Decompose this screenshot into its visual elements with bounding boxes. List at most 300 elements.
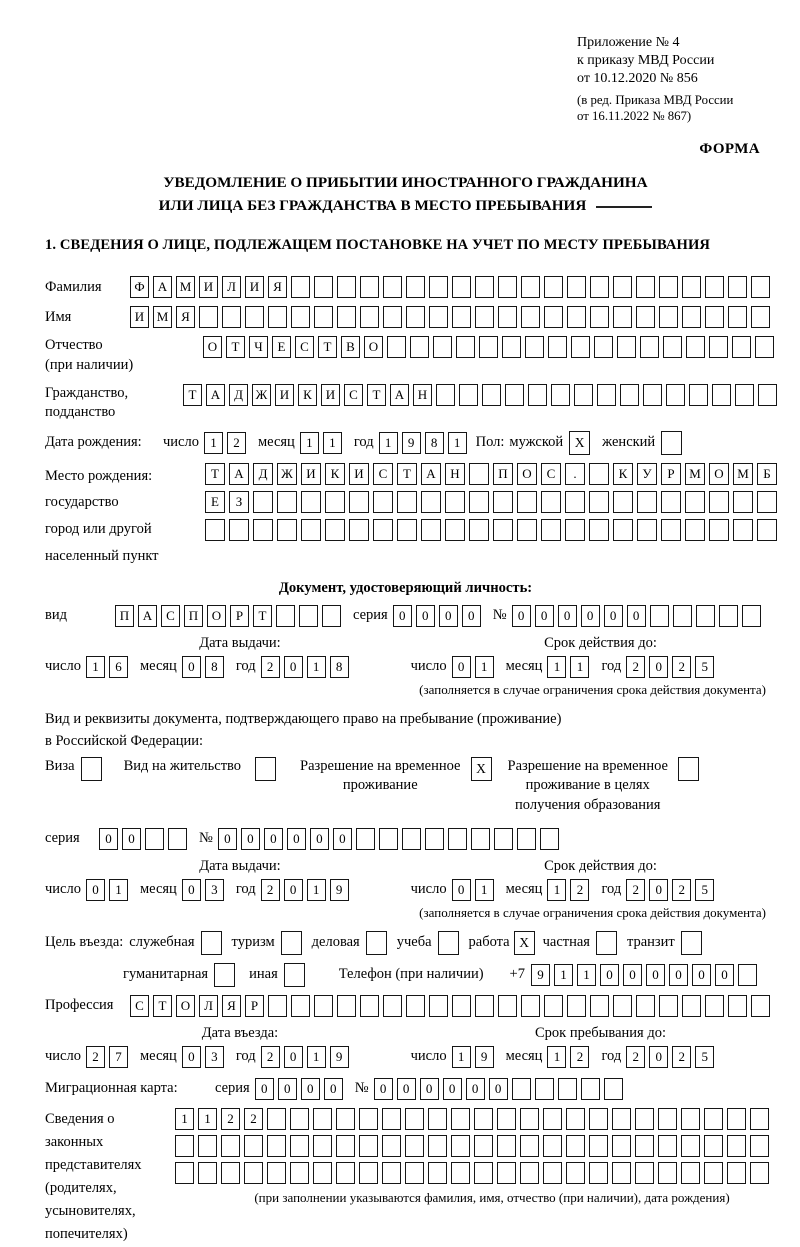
char-cell[interactable] <box>456 336 475 358</box>
char-cell[interactable] <box>505 384 524 406</box>
char-cell[interactable]: С <box>161 605 180 627</box>
char-cell[interactable] <box>541 491 561 513</box>
char-cell[interactable] <box>373 491 393 513</box>
char-cell[interactable] <box>590 306 609 328</box>
char-cell[interactable]: 0 <box>333 828 352 850</box>
char-cell[interactable] <box>565 491 585 513</box>
char-cell[interactable]: 0 <box>278 1078 297 1100</box>
char-cell[interactable]: К <box>298 384 317 406</box>
char-cell[interactable]: 0 <box>241 828 260 850</box>
char-cell[interactable] <box>276 605 295 627</box>
char-cell[interactable] <box>704 1162 723 1184</box>
char-cell[interactable] <box>244 1135 263 1157</box>
char-cell[interactable]: 0 <box>623 964 642 986</box>
char-cell[interactable]: 0 <box>600 964 619 986</box>
checkbox-purpose-humanitarian[interactable] <box>214 963 235 987</box>
char-cell[interactable]: У <box>637 463 657 485</box>
char-cell[interactable] <box>493 519 513 541</box>
char-cell[interactable] <box>359 1162 378 1184</box>
char-cell[interactable]: 5 <box>695 1046 714 1068</box>
char-cell[interactable] <box>637 519 657 541</box>
char-cell[interactable] <box>661 519 681 541</box>
char-cell[interactable] <box>452 306 471 328</box>
char-cell[interactable] <box>566 1162 585 1184</box>
char-cell[interactable] <box>349 491 369 513</box>
char-cell[interactable] <box>475 995 494 1017</box>
char-cell[interactable] <box>650 605 669 627</box>
char-cell[interactable] <box>497 1135 516 1157</box>
char-cell[interactable] <box>659 995 678 1017</box>
char-cell[interactable]: 0 <box>255 1078 274 1100</box>
char-cell[interactable] <box>544 995 563 1017</box>
char-cell[interactable] <box>406 306 425 328</box>
char-cell[interactable]: 0 <box>324 1078 343 1100</box>
char-cell[interactable]: Ф <box>130 276 149 298</box>
char-cell[interactable]: 1 <box>547 656 566 678</box>
char-cell[interactable]: 0 <box>374 1078 393 1100</box>
char-cell[interactable] <box>612 1162 631 1184</box>
char-cell[interactable] <box>643 384 662 406</box>
char-cell[interactable] <box>429 306 448 328</box>
char-cell[interactable]: М <box>733 463 753 485</box>
char-cell[interactable]: 0 <box>287 828 306 850</box>
char-cell[interactable] <box>337 306 356 328</box>
char-cell[interactable] <box>299 605 318 627</box>
char-cell[interactable] <box>175 1162 194 1184</box>
char-cell[interactable] <box>728 995 747 1017</box>
char-cell[interactable] <box>359 1135 378 1157</box>
char-cell[interactable]: О <box>517 463 537 485</box>
char-cell[interactable] <box>198 1162 217 1184</box>
char-cell[interactable] <box>727 1108 746 1130</box>
char-cell[interactable] <box>325 519 345 541</box>
char-cell[interactable]: 0 <box>462 605 481 627</box>
char-cell[interactable] <box>301 519 321 541</box>
char-cell[interactable] <box>452 995 471 1017</box>
char-cell[interactable] <box>520 1108 539 1130</box>
char-cell[interactable] <box>336 1162 355 1184</box>
char-cell[interactable] <box>735 384 754 406</box>
char-cell[interactable] <box>168 828 187 850</box>
char-cell[interactable] <box>574 384 593 406</box>
char-cell[interactable] <box>635 1135 654 1157</box>
char-cell[interactable]: 0 <box>604 605 623 627</box>
char-cell[interactable] <box>704 1108 723 1130</box>
checkbox-purpose-other[interactable] <box>284 963 305 987</box>
char-cell[interactable]: 0 <box>218 828 237 850</box>
char-cell[interactable]: 1 <box>307 1046 326 1068</box>
char-cell[interactable] <box>728 306 747 328</box>
char-cell[interactable]: Т <box>318 336 337 358</box>
char-cell[interactable] <box>525 336 544 358</box>
char-cell[interactable] <box>383 306 402 328</box>
char-cell[interactable] <box>268 995 287 1017</box>
char-cell[interactable]: Я <box>222 995 241 1017</box>
char-cell[interactable] <box>360 995 379 1017</box>
char-cell[interactable] <box>221 1135 240 1157</box>
char-cell[interactable] <box>406 276 425 298</box>
char-cell[interactable] <box>590 276 609 298</box>
checkbox-purpose-work[interactable]: X <box>514 931 535 955</box>
char-cell[interactable]: 9 <box>330 1046 349 1068</box>
char-cell[interactable]: 6 <box>109 656 128 678</box>
char-cell[interactable] <box>322 605 341 627</box>
char-cell[interactable]: 2 <box>261 1046 280 1068</box>
char-cell[interactable] <box>705 306 724 328</box>
char-cell[interactable]: 2 <box>244 1108 263 1130</box>
char-cell[interactable] <box>291 306 310 328</box>
char-cell[interactable] <box>253 519 273 541</box>
char-cell[interactable]: 0 <box>301 1078 320 1100</box>
char-cell[interactable] <box>221 1162 240 1184</box>
char-cell[interactable]: 0 <box>182 656 201 678</box>
char-cell[interactable] <box>359 1108 378 1130</box>
char-cell[interactable] <box>738 964 757 986</box>
char-cell[interactable] <box>705 276 724 298</box>
char-cell[interactable] <box>451 1108 470 1130</box>
char-cell[interactable] <box>474 1135 493 1157</box>
char-cell[interactable] <box>290 1135 309 1157</box>
char-cell[interactable] <box>686 336 705 358</box>
char-cell[interactable] <box>336 1108 355 1130</box>
char-cell[interactable] <box>727 1162 746 1184</box>
char-cell[interactable] <box>540 828 559 850</box>
char-cell[interactable]: 0 <box>310 828 329 850</box>
char-cell[interactable] <box>428 1108 447 1130</box>
char-cell[interactable] <box>428 1135 447 1157</box>
char-cell[interactable]: П <box>493 463 513 485</box>
char-cell[interactable]: 2 <box>626 1046 645 1068</box>
char-cell[interactable] <box>613 306 632 328</box>
char-cell[interactable] <box>742 605 761 627</box>
char-cell[interactable] <box>479 336 498 358</box>
char-cell[interactable]: С <box>344 384 363 406</box>
char-cell[interactable] <box>277 491 297 513</box>
char-cell[interactable] <box>475 306 494 328</box>
char-cell[interactable] <box>604 1078 623 1100</box>
char-cell[interactable] <box>617 336 636 358</box>
char-cell[interactable] <box>589 1108 608 1130</box>
char-cell[interactable] <box>696 605 715 627</box>
char-cell[interactable]: Я <box>176 306 195 328</box>
char-cell[interactable] <box>751 995 770 1017</box>
char-cell[interactable] <box>732 336 751 358</box>
char-cell[interactable] <box>313 1135 332 1157</box>
char-cell[interactable] <box>612 1135 631 1157</box>
char-cell[interactable] <box>751 306 770 328</box>
char-cell[interactable]: 0 <box>452 879 471 901</box>
char-cell[interactable] <box>581 1078 600 1100</box>
char-cell[interactable] <box>360 306 379 328</box>
char-cell[interactable] <box>314 276 333 298</box>
checkbox-temp-residence-education[interactable] <box>678 757 699 781</box>
char-cell[interactable]: 2 <box>570 879 589 901</box>
char-cell[interactable]: А <box>206 384 225 406</box>
char-cell[interactable] <box>498 995 517 1017</box>
char-cell[interactable]: П <box>184 605 203 627</box>
char-cell[interactable] <box>360 276 379 298</box>
char-cell[interactable] <box>757 519 777 541</box>
char-cell[interactable]: 0 <box>416 605 435 627</box>
char-cell[interactable]: Т <box>183 384 202 406</box>
char-cell[interactable]: 1 <box>307 879 326 901</box>
char-cell[interactable] <box>755 336 774 358</box>
char-cell[interactable] <box>709 519 729 541</box>
char-cell[interactable] <box>313 1108 332 1130</box>
char-cell[interactable]: 0 <box>86 879 105 901</box>
checkbox-sex-male[interactable]: X <box>569 431 590 455</box>
char-cell[interactable] <box>666 384 685 406</box>
char-cell[interactable] <box>728 276 747 298</box>
checkbox-purpose-official[interactable] <box>201 931 222 955</box>
char-cell[interactable] <box>750 1108 769 1130</box>
char-cell[interactable] <box>421 519 441 541</box>
char-cell[interactable] <box>445 519 465 541</box>
char-cell[interactable]: 1 <box>577 964 596 986</box>
checkbox-residence-permit[interactable] <box>255 757 276 781</box>
char-cell[interactable] <box>597 384 616 406</box>
char-cell[interactable] <box>543 1108 562 1130</box>
checkbox-purpose-private[interactable] <box>596 931 617 955</box>
char-cell[interactable] <box>543 1135 562 1157</box>
char-cell[interactable] <box>520 1135 539 1157</box>
char-cell[interactable] <box>199 306 218 328</box>
char-cell[interactable] <box>267 1108 286 1130</box>
char-cell[interactable]: 9 <box>402 432 421 454</box>
char-cell[interactable] <box>558 1078 577 1100</box>
char-cell[interactable]: 5 <box>695 656 714 678</box>
char-cell[interactable] <box>474 1108 493 1130</box>
char-cell[interactable] <box>494 828 513 850</box>
char-cell[interactable] <box>590 995 609 1017</box>
char-cell[interactable] <box>635 1162 654 1184</box>
char-cell[interactable] <box>349 519 369 541</box>
char-cell[interactable] <box>475 276 494 298</box>
char-cell[interactable] <box>565 519 585 541</box>
char-cell[interactable] <box>544 276 563 298</box>
char-cell[interactable]: С <box>295 336 314 358</box>
char-cell[interactable] <box>205 519 225 541</box>
char-cell[interactable] <box>682 276 701 298</box>
char-cell[interactable] <box>636 276 655 298</box>
char-cell[interactable] <box>314 995 333 1017</box>
checkbox-visa[interactable] <box>81 757 102 781</box>
char-cell[interactable]: 2 <box>261 656 280 678</box>
char-cell[interactable] <box>445 491 465 513</box>
char-cell[interactable] <box>406 995 425 1017</box>
char-cell[interactable]: 0 <box>581 605 600 627</box>
char-cell[interactable]: 0 <box>646 964 665 986</box>
char-cell[interactable]: 8 <box>205 656 224 678</box>
char-cell[interactable] <box>405 1135 424 1157</box>
char-cell[interactable] <box>397 491 417 513</box>
char-cell[interactable] <box>635 1108 654 1130</box>
char-cell[interactable]: 1 <box>300 432 319 454</box>
char-cell[interactable] <box>589 491 609 513</box>
char-cell[interactable]: С <box>373 463 393 485</box>
char-cell[interactable] <box>145 828 164 850</box>
char-cell[interactable]: Б <box>757 463 777 485</box>
checkbox-temp-residence[interactable]: X <box>471 757 492 781</box>
char-cell[interactable] <box>661 491 681 513</box>
char-cell[interactable]: А <box>421 463 441 485</box>
char-cell[interactable]: 0 <box>558 605 577 627</box>
checkbox-purpose-transit[interactable] <box>681 931 702 955</box>
char-cell[interactable] <box>436 384 455 406</box>
char-cell[interactable]: Я <box>268 276 287 298</box>
char-cell[interactable]: Ж <box>252 384 271 406</box>
char-cell[interactable] <box>521 306 540 328</box>
char-cell[interactable]: 1 <box>204 432 223 454</box>
char-cell[interactable] <box>566 1108 585 1130</box>
char-cell[interactable]: И <box>245 276 264 298</box>
char-cell[interactable] <box>566 1135 585 1157</box>
char-cell[interactable]: О <box>207 605 226 627</box>
char-cell[interactable] <box>337 995 356 1017</box>
char-cell[interactable] <box>750 1135 769 1157</box>
char-cell[interactable] <box>733 491 753 513</box>
char-cell[interactable] <box>222 306 241 328</box>
char-cell[interactable]: 1 <box>475 879 494 901</box>
char-cell[interactable] <box>682 306 701 328</box>
char-cell[interactable] <box>421 491 441 513</box>
char-cell[interactable] <box>336 1135 355 1157</box>
char-cell[interactable] <box>502 336 521 358</box>
char-cell[interactable]: А <box>138 605 157 627</box>
char-cell[interactable] <box>544 306 563 328</box>
char-cell[interactable]: М <box>685 463 705 485</box>
char-cell[interactable] <box>594 336 613 358</box>
char-cell[interactable] <box>448 828 467 850</box>
char-cell[interactable]: 0 <box>466 1078 485 1100</box>
char-cell[interactable] <box>229 519 249 541</box>
char-cell[interactable] <box>397 519 417 541</box>
char-cell[interactable]: Т <box>226 336 245 358</box>
char-cell[interactable]: 2 <box>570 1046 589 1068</box>
char-cell[interactable]: 1 <box>547 1046 566 1068</box>
char-cell[interactable]: Н <box>413 384 432 406</box>
char-cell[interactable] <box>482 384 501 406</box>
char-cell[interactable] <box>548 336 567 358</box>
char-cell[interactable]: 9 <box>531 964 550 986</box>
char-cell[interactable] <box>705 995 724 1017</box>
char-cell[interactable] <box>433 336 452 358</box>
char-cell[interactable]: 1 <box>86 656 105 678</box>
char-cell[interactable]: 0 <box>284 1046 303 1068</box>
char-cell[interactable] <box>469 491 489 513</box>
char-cell[interactable]: Р <box>245 995 264 1017</box>
char-cell[interactable]: 0 <box>439 605 458 627</box>
char-cell[interactable]: И <box>321 384 340 406</box>
char-cell[interactable]: Д <box>229 384 248 406</box>
char-cell[interactable] <box>673 605 692 627</box>
char-cell[interactable]: 0 <box>489 1078 508 1100</box>
char-cell[interactable] <box>685 519 705 541</box>
char-cell[interactable] <box>719 605 738 627</box>
char-cell[interactable] <box>589 463 609 485</box>
char-cell[interactable] <box>589 1135 608 1157</box>
char-cell[interactable] <box>379 828 398 850</box>
char-cell[interactable] <box>704 1135 723 1157</box>
char-cell[interactable]: И <box>199 276 218 298</box>
char-cell[interactable] <box>709 336 728 358</box>
char-cell[interactable]: 0 <box>443 1078 462 1100</box>
char-cell[interactable] <box>291 995 310 1017</box>
char-cell[interactable] <box>474 1162 493 1184</box>
char-cell[interactable]: 0 <box>512 605 531 627</box>
char-cell[interactable]: 2 <box>672 656 691 678</box>
char-cell[interactable] <box>658 1162 677 1184</box>
char-cell[interactable]: 0 <box>627 605 646 627</box>
char-cell[interactable] <box>517 491 537 513</box>
char-cell[interactable] <box>521 276 540 298</box>
char-cell[interactable]: 0 <box>284 879 303 901</box>
char-cell[interactable] <box>681 1135 700 1157</box>
char-cell[interactable] <box>245 306 264 328</box>
char-cell[interactable]: 1 <box>323 432 342 454</box>
char-cell[interactable]: 9 <box>330 879 349 901</box>
char-cell[interactable] <box>498 306 517 328</box>
char-cell[interactable]: И <box>301 463 321 485</box>
char-cell[interactable]: О <box>176 995 195 1017</box>
char-cell[interactable]: 0 <box>649 656 668 678</box>
char-cell[interactable] <box>373 519 393 541</box>
char-cell[interactable]: 3 <box>205 879 224 901</box>
char-cell[interactable] <box>290 1162 309 1184</box>
char-cell[interactable] <box>520 1162 539 1184</box>
char-cell[interactable] <box>313 1162 332 1184</box>
char-cell[interactable] <box>356 828 375 850</box>
char-cell[interactable] <box>267 1162 286 1184</box>
char-cell[interactable]: И <box>130 306 149 328</box>
char-cell[interactable] <box>712 384 731 406</box>
char-cell[interactable] <box>469 519 489 541</box>
char-cell[interactable] <box>528 384 547 406</box>
char-cell[interactable]: 2 <box>672 879 691 901</box>
char-cell[interactable]: 1 <box>452 1046 471 1068</box>
char-cell[interactable] <box>337 276 356 298</box>
char-cell[interactable]: 1 <box>175 1108 194 1130</box>
char-cell[interactable] <box>521 995 540 1017</box>
char-cell[interactable]: 1 <box>570 656 589 678</box>
char-cell[interactable] <box>429 276 448 298</box>
char-cell[interactable]: А <box>153 276 172 298</box>
char-cell[interactable]: Е <box>272 336 291 358</box>
char-cell[interactable] <box>613 491 633 513</box>
char-cell[interactable] <box>198 1135 217 1157</box>
char-cell[interactable] <box>613 995 632 1017</box>
char-cell[interactable]: М <box>153 306 172 328</box>
char-cell[interactable] <box>758 384 777 406</box>
char-cell[interactable] <box>498 276 517 298</box>
char-cell[interactable]: 1 <box>307 656 326 678</box>
char-cell[interactable] <box>636 306 655 328</box>
char-cell[interactable]: 7 <box>109 1046 128 1068</box>
char-cell[interactable] <box>541 519 561 541</box>
char-cell[interactable]: К <box>613 463 633 485</box>
char-cell[interactable]: 0 <box>452 656 471 678</box>
char-cell[interactable] <box>497 1162 516 1184</box>
char-cell[interactable] <box>382 1162 401 1184</box>
char-cell[interactable]: 0 <box>535 605 554 627</box>
char-cell[interactable] <box>709 491 729 513</box>
char-cell[interactable] <box>382 1135 401 1157</box>
char-cell[interactable] <box>405 1108 424 1130</box>
char-cell[interactable] <box>751 276 770 298</box>
char-cell[interactable]: О <box>203 336 222 358</box>
char-cell[interactable]: 0 <box>649 879 668 901</box>
char-cell[interactable] <box>428 1162 447 1184</box>
